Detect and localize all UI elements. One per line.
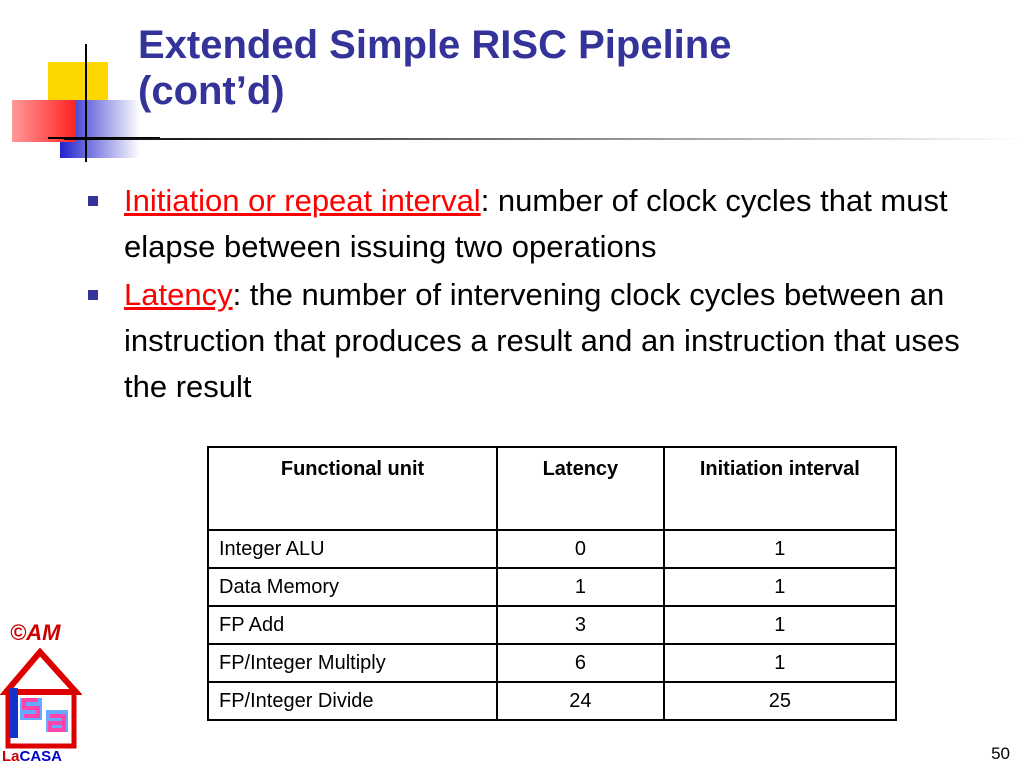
bullet-latency xyxy=(84,272,1004,410)
title-line-2: (cont’d) xyxy=(138,69,285,113)
slide-title xyxy=(138,22,731,114)
cell-latency: 0 xyxy=(497,530,664,568)
square-bullet-icon xyxy=(88,196,98,206)
header-initiation-interval: Initiation interval xyxy=(664,447,896,530)
cell-initiation: 1 xyxy=(664,530,896,568)
table-row xyxy=(208,530,896,568)
functional-unit-table xyxy=(207,446,897,721)
cell-unit: FP Add xyxy=(208,606,497,644)
copyright-mark: ©AM xyxy=(10,620,61,645)
cell-latency: 3 xyxy=(497,606,664,644)
table-row xyxy=(208,644,896,682)
lacasa-house-logo xyxy=(0,648,82,750)
cell-unit: FP/Integer Divide xyxy=(208,682,497,720)
term-latency: Latency xyxy=(124,277,233,312)
table-row xyxy=(208,568,896,606)
corner-decoration xyxy=(0,0,160,170)
definition-latency: : the number of intervening clock cycles between an instruction that produces a result and an instruction that uses the result xyxy=(124,277,960,404)
lacasa-logo-text xyxy=(2,748,62,765)
cell-latency: 24 xyxy=(497,682,664,720)
header-functional-unit: Functional unit xyxy=(208,447,497,530)
cell-initiation: 1 xyxy=(664,568,896,606)
cell-initiation: 25 xyxy=(664,682,896,720)
table-row xyxy=(208,682,896,720)
logo-text-la: La xyxy=(2,748,20,765)
cell-initiation: 1 xyxy=(664,606,896,644)
header-latency: Latency xyxy=(497,447,664,530)
bullet-initiation-interval xyxy=(84,178,1004,270)
cell-latency: 1 xyxy=(497,568,664,606)
term-initiation-interval: Initiation or repeat interval xyxy=(124,183,481,218)
bullet-list xyxy=(84,178,1004,412)
square-bullet-icon xyxy=(88,290,98,300)
definition-initiation-interval: : number of clock cycles that must elapse between issuing two operations xyxy=(124,183,948,264)
table-row xyxy=(208,606,896,644)
cell-latency: 6 xyxy=(497,644,664,682)
table-header-row xyxy=(208,447,896,530)
cell-unit: FP/Integer Multiply xyxy=(208,644,497,682)
title-underline xyxy=(64,138,1024,140)
page-number: 50 xyxy=(991,744,1010,763)
cell-unit: Data Memory xyxy=(208,568,497,606)
title-line-1: Extended Simple RISC Pipeline xyxy=(138,23,732,67)
cell-initiation: 1 xyxy=(664,644,896,682)
logo-text-casa: CASA xyxy=(19,748,63,765)
cell-unit: Integer ALU xyxy=(208,530,497,568)
